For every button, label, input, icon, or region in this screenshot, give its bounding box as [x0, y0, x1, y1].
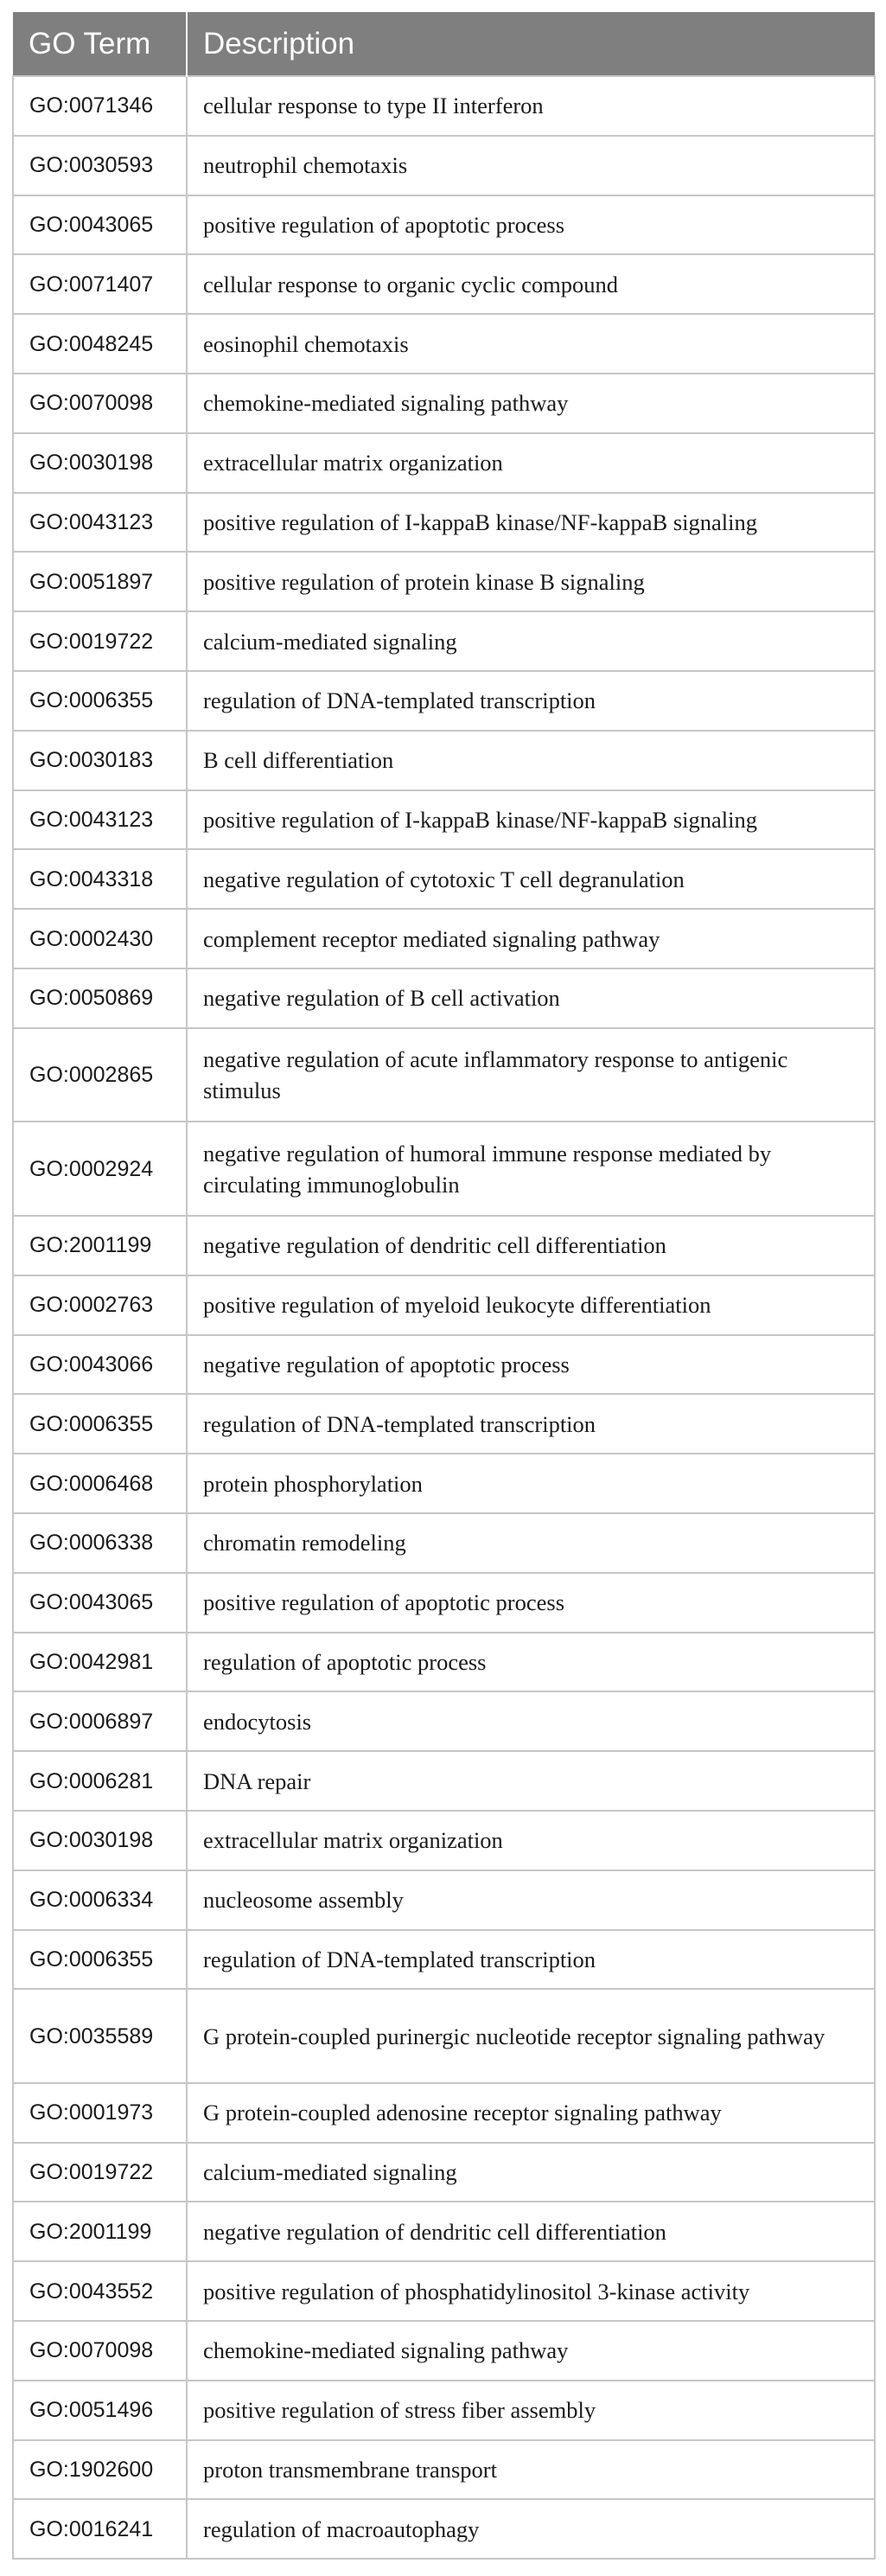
- go-term-cell: GO:0019722: [13, 2143, 187, 2202]
- description-cell: B cell differentiation: [187, 731, 875, 790]
- go-term-cell: GO:0030198: [13, 433, 187, 493]
- description-cell: positive regulation of I-kappaB kinase/NF-kappaB signaling: [187, 493, 875, 553]
- go-term-cell: GO:0051496: [13, 2381, 187, 2440]
- table-row: [13, 2261, 875, 2321]
- header-go-term: GO Term: [13, 12, 187, 76]
- description-cell: regulation of DNA-templated transcription: [187, 671, 875, 731]
- table-row: [13, 1930, 875, 1990]
- table-row: [13, 2321, 875, 2381]
- table-row: [13, 1028, 875, 1122]
- table-row: [13, 314, 875, 374]
- go-term-cell: GO:0051897: [13, 552, 187, 611]
- go-term-cell: GO:0043066: [13, 1335, 187, 1395]
- table-row: [13, 552, 875, 611]
- description-cell: negative regulation of B cell activation: [187, 968, 875, 1028]
- go-term-cell: GO:0006338: [13, 1513, 187, 1573]
- table-row: [13, 671, 875, 731]
- description-cell: extracellular matrix organization: [187, 1811, 875, 1870]
- table-row: [13, 1216, 875, 1275]
- go-term-cell: GO:0043123: [13, 493, 187, 553]
- header-row: [13, 12, 875, 76]
- description-cell: neutrophil chemotaxis: [187, 136, 875, 195]
- description-cell: negative regulation of cytotoxic T cell degranulation: [187, 849, 875, 909]
- table-row: [13, 2083, 875, 2143]
- description-cell: endocytosis: [187, 1691, 875, 1751]
- table-row: [13, 2143, 875, 2202]
- table-row: [13, 790, 875, 850]
- go-term-cell: GO:0043065: [13, 195, 187, 255]
- description-cell: eosinophil chemotaxis: [187, 314, 875, 374]
- go-term-cell: GO:0006281: [13, 1751, 187, 1811]
- description-cell: DNA repair: [187, 1751, 875, 1811]
- go-term-cell: GO:0071346: [13, 76, 187, 136]
- description-cell: extracellular matrix organization: [187, 433, 875, 493]
- go-term-cell: GO:0043065: [13, 1573, 187, 1633]
- description-cell: G protein-coupled adenosine receptor signaling pathway: [187, 2083, 875, 2143]
- table-row: [13, 374, 875, 433]
- table-row: [13, 1335, 875, 1395]
- table-row: [13, 2440, 875, 2500]
- table-row: [13, 1691, 875, 1751]
- go-term-cell: GO:0030198: [13, 1811, 187, 1870]
- table-row: [13, 849, 875, 909]
- description-cell: calcium-mediated signaling: [187, 611, 875, 671]
- description-cell: positive regulation of apoptotic process: [187, 195, 875, 255]
- go-term-cell: GO:0006355: [13, 671, 187, 731]
- go-term-cell: GO:0006355: [13, 1930, 187, 1990]
- go-term-cell: GO:0042981: [13, 1633, 187, 1692]
- description-cell: negative regulation of humoral immune response mediated by circulating immunoglobulin: [187, 1122, 875, 1216]
- table-row: [13, 195, 875, 255]
- go-term-cell: GO:0070098: [13, 2321, 187, 2381]
- go-term-cell: GO:0001973: [13, 2083, 187, 2143]
- description-cell: negative regulation of acute inflammatory response to antigenic stimulus: [187, 1028, 875, 1122]
- go-term-cell: GO:1902600: [13, 2440, 187, 2500]
- description-cell: regulation of DNA-templated transcription: [187, 1394, 875, 1454]
- description-cell: positive regulation of phosphatidylinositol 3-kinase activity: [187, 2261, 875, 2321]
- table-row: [13, 731, 875, 790]
- table-row: [13, 2202, 875, 2261]
- table-row: [13, 1751, 875, 1811]
- go-term-cell: GO:2001199: [13, 2202, 187, 2261]
- description-cell: positive regulation of myeloid leukocyte differentiation: [187, 1275, 875, 1335]
- go-term-cell: GO:0043552: [13, 2261, 187, 2321]
- table-row: [13, 611, 875, 671]
- go-term-cell: GO:0006355: [13, 1394, 187, 1454]
- table-row: [13, 1394, 875, 1454]
- description-cell: complement receptor mediated signaling pathway: [187, 909, 875, 968]
- table-row: [13, 1122, 875, 1216]
- description-cell: G protein-coupled purinergic nucleotide receptor signaling pathway: [187, 1989, 875, 2083]
- description-cell: proton transmembrane transport: [187, 2440, 875, 2500]
- table-row: [13, 1275, 875, 1335]
- table-row: [13, 136, 875, 195]
- table-row: [13, 1633, 875, 1692]
- table-body: [13, 76, 875, 2559]
- go-term-cell: GO:0016241: [13, 2499, 187, 2559]
- go-term-cell: GO:0006334: [13, 1870, 187, 1930]
- description-cell: regulation of DNA-templated transcription: [187, 1930, 875, 1990]
- table-row: [13, 1454, 875, 1513]
- table-row: [13, 968, 875, 1028]
- go-term-cell: GO:0019722: [13, 611, 187, 671]
- description-cell: chemokine-mediated signaling pathway: [187, 374, 875, 433]
- table-row: [13, 1573, 875, 1633]
- go-term-table-container: [12, 12, 874, 2560]
- header-description: Description: [187, 12, 875, 76]
- go-term-cell: GO:0048245: [13, 314, 187, 374]
- go-term-cell: GO:0030593: [13, 136, 187, 195]
- table-row: [13, 1870, 875, 1930]
- go-term-cell: GO:0002865: [13, 1028, 187, 1122]
- go-term-cell: GO:0030183: [13, 731, 187, 790]
- description-cell: chemokine-mediated signaling pathway: [187, 2321, 875, 2381]
- description-cell: positive regulation of I-kappaB kinase/NF-kappaB signaling: [187, 790, 875, 850]
- table-row: [13, 1989, 875, 2083]
- go-term-cell: GO:0050869: [13, 968, 187, 1028]
- table-header: [13, 12, 875, 76]
- go-term-cell: GO:0002924: [13, 1122, 187, 1216]
- go-term-cell: GO:0071407: [13, 254, 187, 314]
- table-row: [13, 433, 875, 493]
- go-term-cell: GO:0070098: [13, 374, 187, 433]
- description-cell: nucleosome assembly: [187, 1870, 875, 1930]
- table-row: [13, 254, 875, 314]
- go-term-cell: GO:0006468: [13, 1454, 187, 1513]
- table-row: [13, 1811, 875, 1870]
- description-cell: negative regulation of dendritic cell differentiation: [187, 1216, 875, 1275]
- description-cell: positive regulation of protein kinase B signaling: [187, 552, 875, 611]
- go-term-cell: GO:2001199: [13, 1216, 187, 1275]
- go-term-cell: GO:0002430: [13, 909, 187, 968]
- description-cell: positive regulation of stress fiber assembly: [187, 2381, 875, 2440]
- go-term-cell: GO:0043123: [13, 790, 187, 850]
- go-term-cell: GO:0006897: [13, 1691, 187, 1751]
- description-cell: cellular response to organic cyclic compound: [187, 254, 875, 314]
- table-row: [13, 493, 875, 553]
- table-row: [13, 1513, 875, 1573]
- description-cell: negative regulation of dendritic cell differentiation: [187, 2202, 875, 2261]
- go-term-cell: GO:0043318: [13, 849, 187, 909]
- table-row: [13, 909, 875, 968]
- go-term-cell: GO:0035589: [13, 1989, 187, 2083]
- description-cell: regulation of macroautophagy: [187, 2499, 875, 2559]
- description-cell: chromatin remodeling: [187, 1513, 875, 1573]
- go-term-table: [12, 12, 876, 2560]
- table-row: [13, 2499, 875, 2559]
- table-row: [13, 76, 875, 136]
- description-cell: negative regulation of apoptotic process: [187, 1335, 875, 1395]
- description-cell: positive regulation of apoptotic process: [187, 1573, 875, 1633]
- description-cell: calcium-mediated signaling: [187, 2143, 875, 2202]
- description-cell: regulation of apoptotic process: [187, 1633, 875, 1692]
- description-cell: protein phosphorylation: [187, 1454, 875, 1513]
- description-cell: cellular response to type II interferon: [187, 76, 875, 136]
- go-term-cell: GO:0002763: [13, 1275, 187, 1335]
- table-row: [13, 2381, 875, 2440]
